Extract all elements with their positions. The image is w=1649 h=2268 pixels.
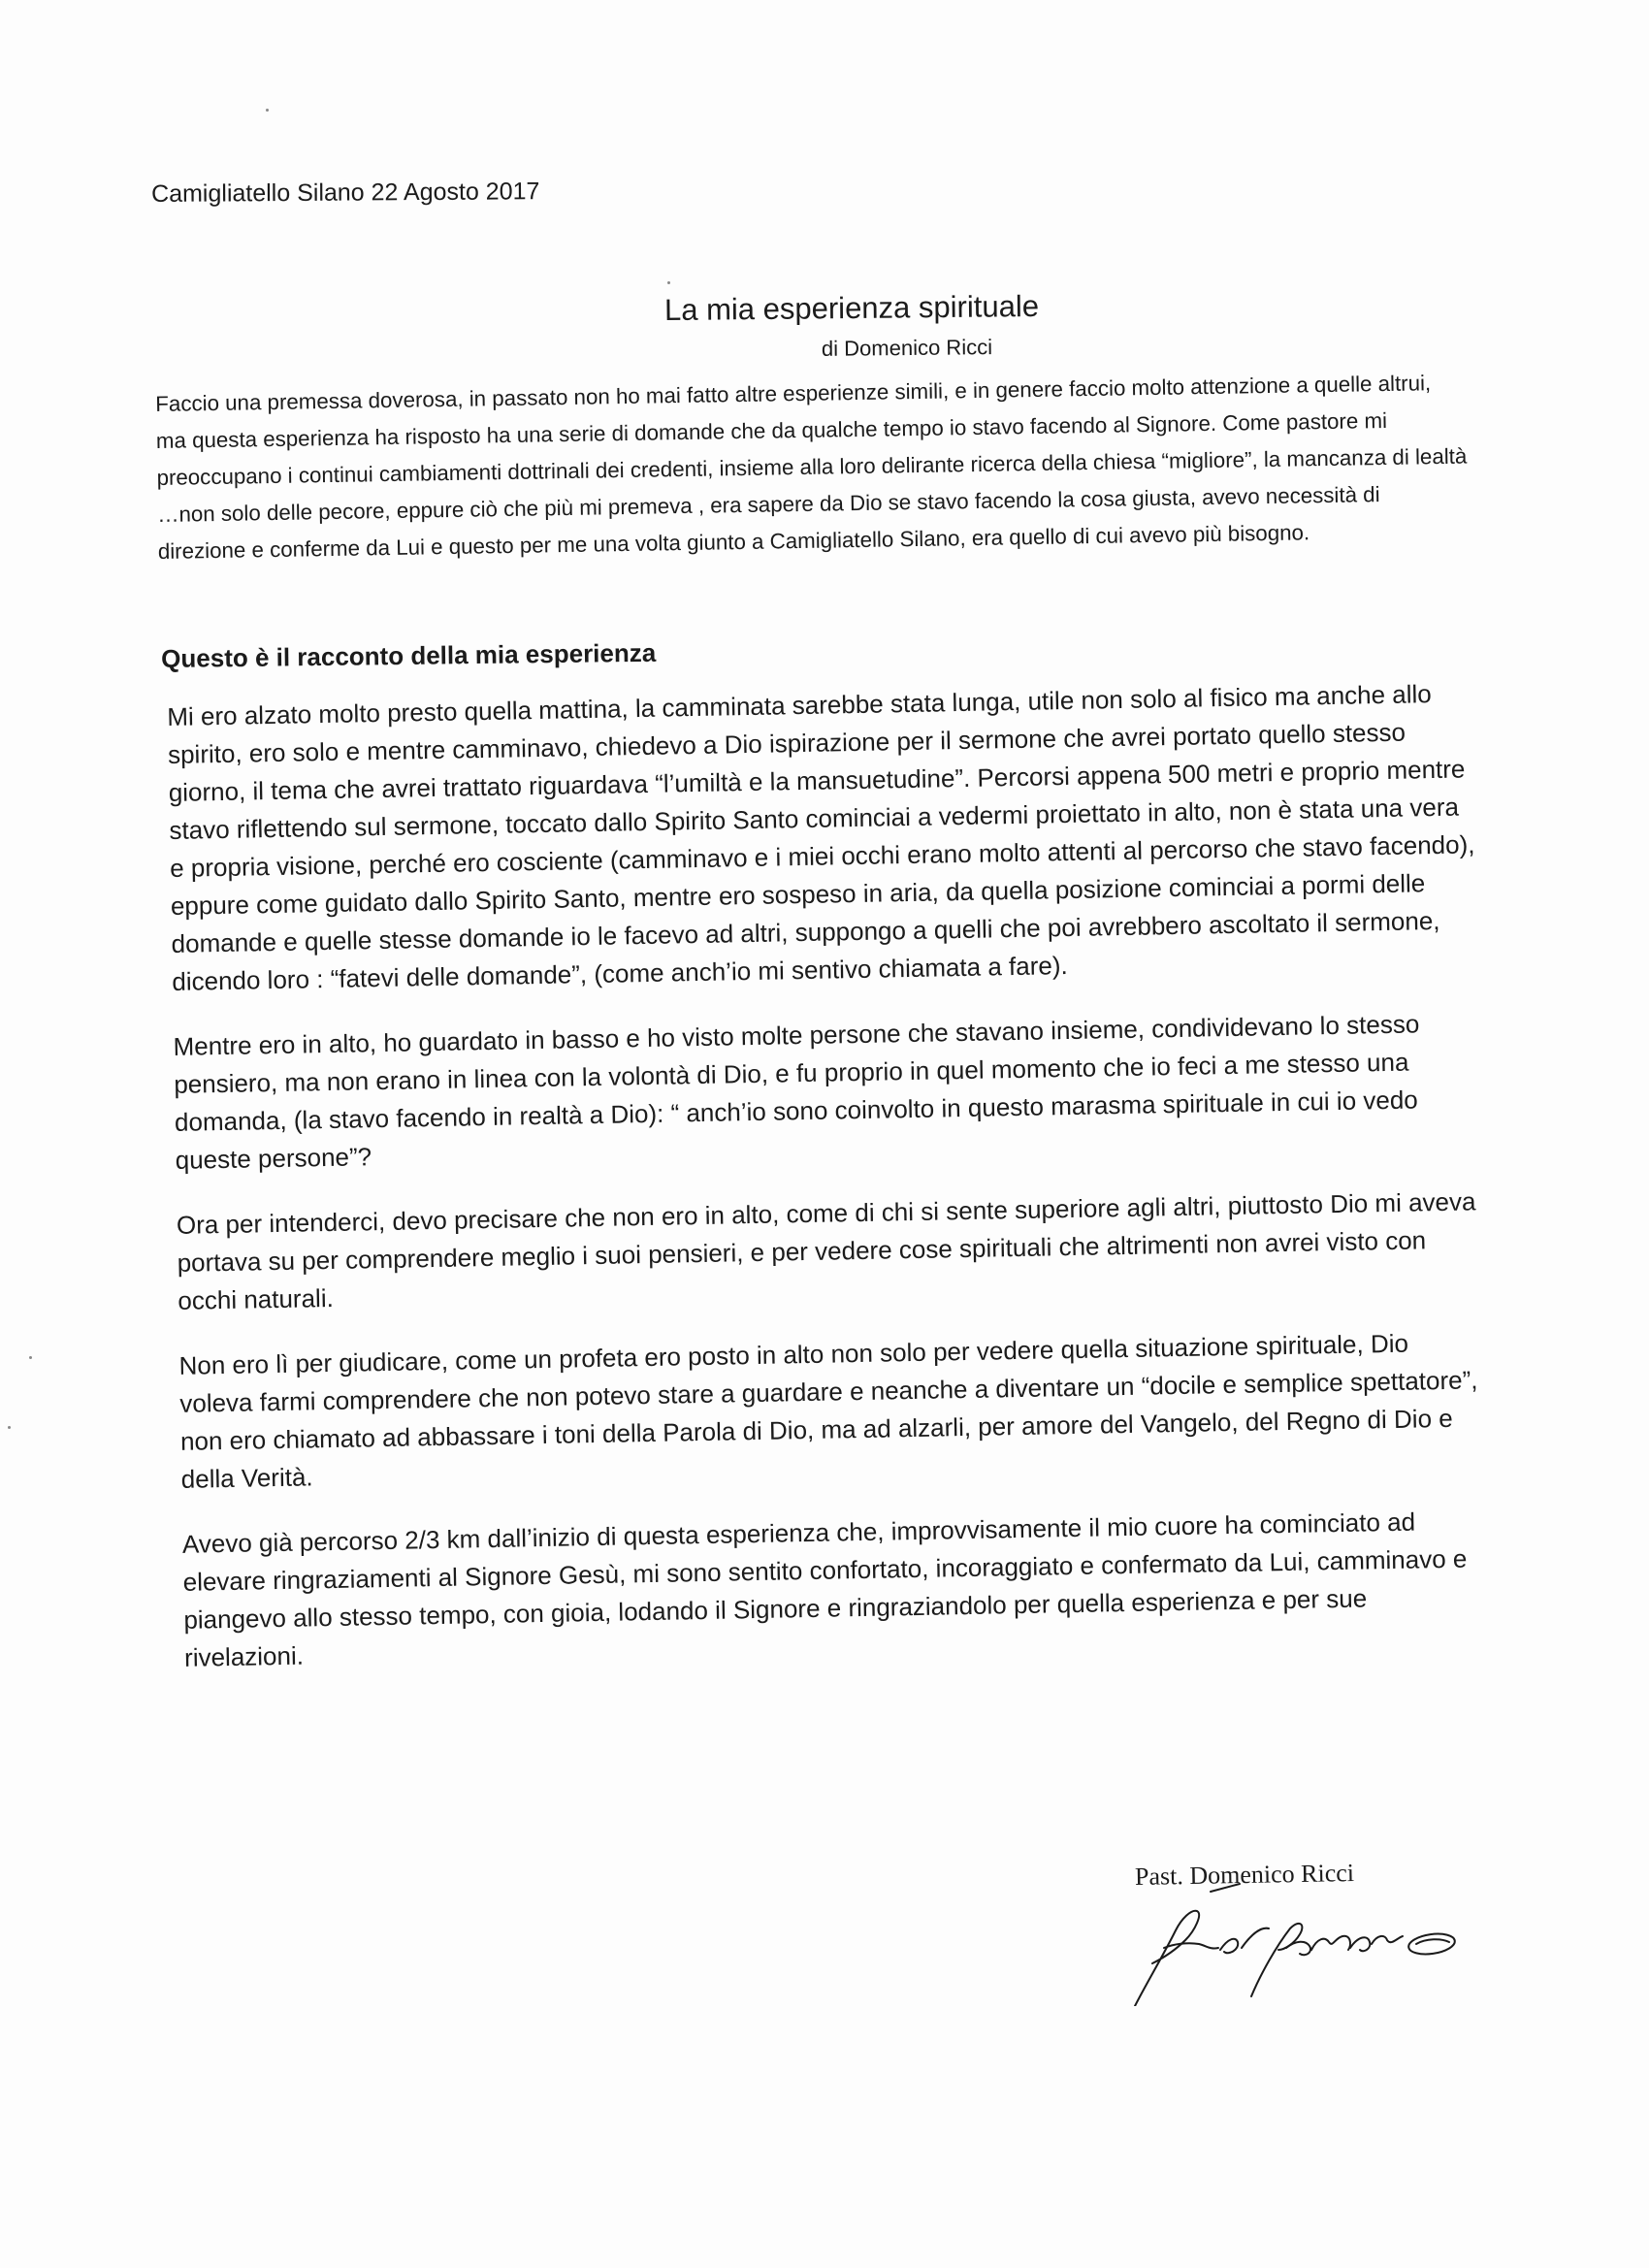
- paragraph: Non ero lì per giudicare, come un profeta ero posto in alto non solo per vedere quella situazione spirituale, Dio voleva farmi comprendere che non potevo stare a guardare e neanche a diventare un “docile e semplice spettatore”, non ero chiamato ad abbassare i toni della Parola di Dio, ma ad alzarli, per amore del Vangelo, del Regno di Dio e della Verità.: [178, 1328, 1478, 1494]
- dateline: Camigliatello Silano 22 Agosto 2017: [151, 178, 540, 208]
- scan-speck: [667, 281, 670, 284]
- handwritten-signature: [1106, 1880, 1474, 2006]
- scan-speck: [29, 1356, 32, 1359]
- body-text: [167, 674, 1491, 1703]
- scan-speck: [266, 109, 269, 112]
- signature-printed-name: Past. Domenico Ricci: [1134, 1859, 1355, 1891]
- paragraph: Avevo già percorso 2/3 km dall’inizio di questa esperienza che, improvvisamente il mio cuore ha cominciato ad elevare ringraziamenti al Signore Gesù, mi sono sentito confortato, incoraggiato e confermato da Lui, camminavo e piangevo allo stesso tempo, con gioia, lodando il Signore e ringraziandolo per quella esperienza e per sue rivelazioni.: [181, 1507, 1468, 1672]
- paragraph: Ora per intenderci, devo precisare che non ero in alto, come di chi si sente superiore agli altri, piuttosto Dio mi aveva portava su per comprendere meglio i suoi pensieri, e per vedere cose spirituali che altrimenti non avrei visto con occhi naturali.: [176, 1186, 1476, 1315]
- scan-speck: [8, 1426, 11, 1429]
- section-heading: Questo è il racconto della mia esperienza: [161, 637, 657, 673]
- author-line: di Domenico Ricci: [821, 335, 993, 361]
- paragraph: Mi ero alzato molto presto quella mattina, la camminata sarebbe stata lunga, utile non solo al fisico ma anche allo spirito, ero solo e mentre camminavo, chiedevo a Dio ispirazione per il sermone che avrei portato quello stesso giorno, il tema che avrei trattato riguardava “l’umiltà e la mansuetudine”. Percorsi appena 500 metri e proprio mentre stavo riflettendo sul sermone, toccato dallo Spirito Santo cominciai a vedermi proiettato in alto, non è stata una vera e propria visione, perché ero cosciente (camminavo e i miei occhi erano molto attenti al percorso che stavo facendo), eppure come guidato dallo Spirito Santo, mentre ero sospeso in aria, da quella posizione cominciai a pormi delle domande e quelle stesse domande io le facevo ad altri, suppongo a quelli che poi avrebbero ascoltato il sermone, dicendo loro : “fatevi delle domande”, (come anch’io mi sentivo chiamata a fare).: [167, 679, 1475, 996]
- document-title: La mia esperienza spirituale: [663, 288, 1040, 328]
- paragraph: Mentre ero in alto, ho guardato in basso e ho visto molte persone che stavano insieme, condividevano lo stesso pensiero, ma non erano in linea con la volontà di Dio, e fu proprio in quel momento che io feci a me stesso una domanda, (la stavo facendo in realtà a Dio): “ anch’io sono coinvolto in questo marasma spirituale in cui io vedo queste persone”?: [173, 1009, 1420, 1175]
- title-block: [0, 288, 1649, 361]
- intro-paragraph: Faccio una premessa doverosa, in passato non ho mai fatto altre esperienze simili, e in genere faccio molto attenzione a quelle altrui, ma questa esperienza ha risposto ha una serie di domande che da qualche tempo io stavo facendo al Signore. Come pastore mi preoccupano i continui cambiamenti dottrinali dei credenti, insieme alla loro delirante ricerca della chiesa “migliore”, la mancanza di lealtà …non solo delle pecore, eppure ciò che più mi premeva , era sapere da Dio se stavo facendo la cosa giusta, avevo necessità di direzione e conferme da Lui e questo per me una volta giunto a Camigliatello Silano, era quello di cui avevo più bisogno.: [155, 371, 1468, 564]
- signature-block: [1106, 1861, 1474, 2006]
